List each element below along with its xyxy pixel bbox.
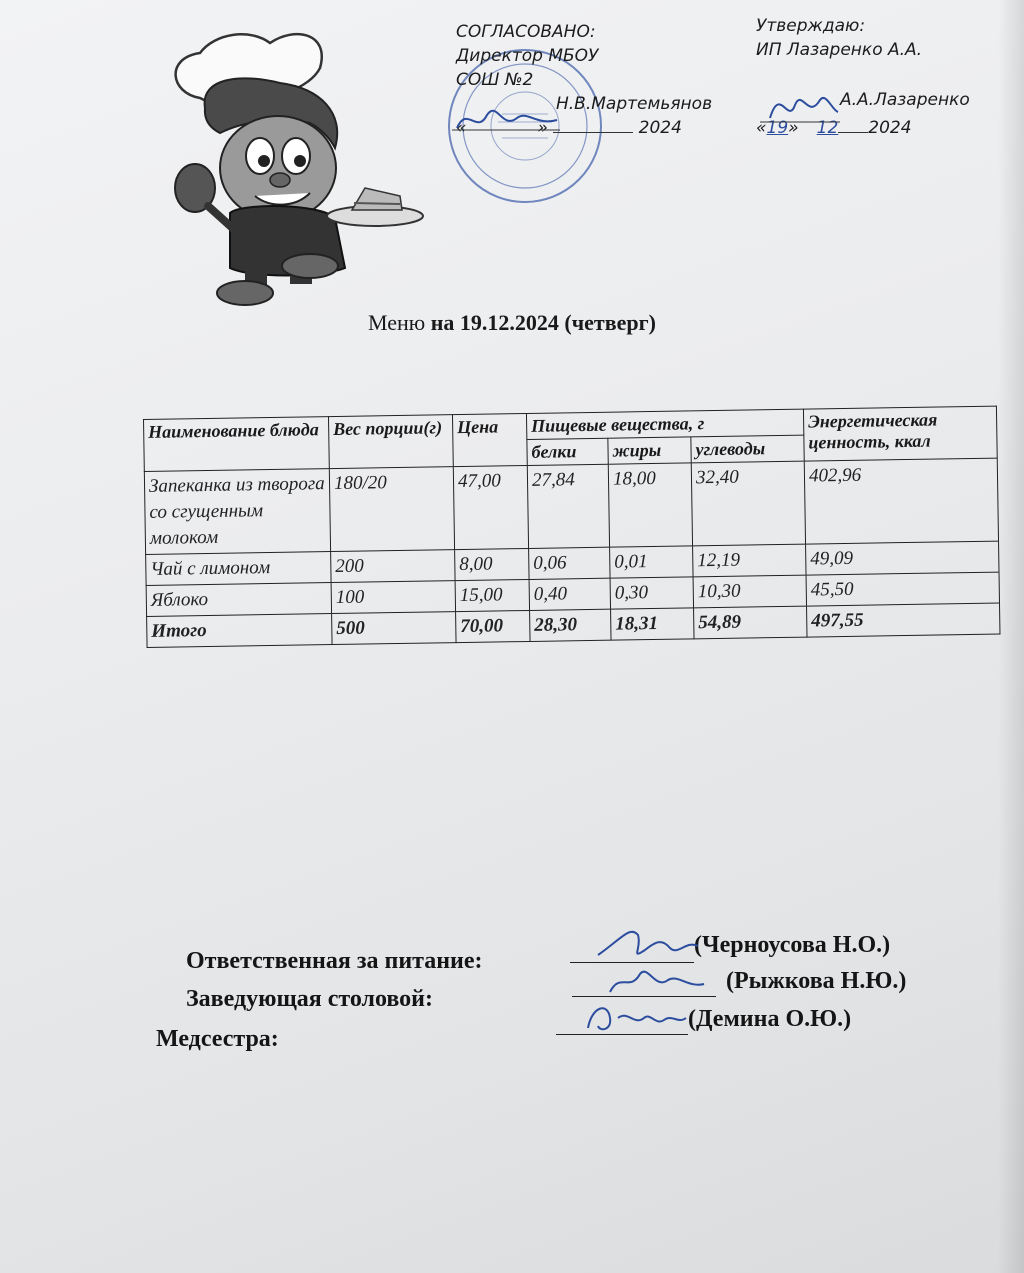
menu-title <box>368 310 656 336</box>
cell-carbs: 12,19 <box>693 544 806 577</box>
agreed-date-open: « <box>456 118 467 138</box>
cell-price: 47,00 <box>453 465 528 549</box>
approved-date-open: « <box>756 118 767 138</box>
cell-protein: 27,84 <box>527 464 609 548</box>
cell-carbs: 10,30 <box>693 575 806 608</box>
cell-energy: 45,50 <box>806 572 999 606</box>
paper-shadow-edge <box>998 0 1024 1273</box>
header-dish-name: Наименование блюда <box>144 417 330 472</box>
cell-name: Чай с лимоном <box>146 552 331 586</box>
cell-name: Яблоко <box>146 583 331 617</box>
table-row <box>144 458 998 554</box>
cell-fat: 0,30 <box>610 577 693 609</box>
header-protein: белки <box>527 438 608 465</box>
cell-energy: 402,96 <box>804 458 998 544</box>
agreed-title: СОГЛАСОВАНО: <box>456 22 596 42</box>
cell-weight: 100 <box>331 581 455 614</box>
nurse-name: (Демина О.Ю.) <box>688 1006 852 1032</box>
total-energy: 497,55 <box>807 603 1000 637</box>
total-carbs: 54,89 <box>694 606 807 639</box>
approved-date-day: 19 <box>766 118 789 138</box>
responsible-name: (Черноусова Н.О.) <box>694 932 891 958</box>
cell-weight: 180/20 <box>329 467 454 552</box>
menu-title-date: на 19.12.2024 (четверг) <box>430 310 656 335</box>
total-price: 70,00 <box>456 610 530 642</box>
menu-table <box>143 406 1000 648</box>
nurse-role: Медсестра: <box>156 1026 279 1052</box>
cell-carbs: 32,40 <box>691 461 805 546</box>
header-energy: Энергетическая ценность, ккал <box>803 406 997 461</box>
total-fat: 18,31 <box>611 608 694 640</box>
agreed-position-line2: СОШ №2 <box>456 70 534 90</box>
approved-signer-name: А.А.Лазаренко <box>840 90 970 110</box>
agreed-signer-name: Н.В.Мартемьянов <box>556 94 713 114</box>
approved-date-mid: » <box>788 118 799 138</box>
total-protein: 28,30 <box>530 609 611 641</box>
cell-energy: 49,09 <box>806 541 999 575</box>
header-price: Цена <box>452 413 527 466</box>
menu-title-label: Меню <box>368 310 426 335</box>
cell-protein: 0,40 <box>529 578 610 610</box>
canteen-signature <box>600 962 710 998</box>
cell-fat: 18,00 <box>608 463 692 547</box>
cell-price: 15,00 <box>455 579 529 611</box>
header-carbs: углеводы <box>691 435 804 463</box>
approved-title: Утверждаю: <box>756 16 866 36</box>
agreed-date-year: 2024 <box>638 118 682 138</box>
cell-protein: 0,06 <box>529 547 610 579</box>
agreed-position-line1: Директор МБОУ <box>456 46 599 66</box>
approved-date-year: 2024 <box>868 118 912 138</box>
nurse-signature <box>580 996 690 1036</box>
director-signature <box>452 100 562 140</box>
header-nutrients: Пищевые вещества, г <box>526 409 803 439</box>
cell-weight: 200 <box>331 550 455 583</box>
agreed-date-close: » <box>537 118 548 138</box>
chef-boy-illustration <box>160 28 430 313</box>
header-portion-weight: Вес порции(г) <box>328 415 453 469</box>
approved-date-month: 12 <box>816 118 839 138</box>
header-fat: жиры <box>608 437 691 464</box>
total-label: Итого <box>147 614 332 648</box>
canteen-role: Заведующая столовой: <box>186 986 433 1012</box>
owner-signature <box>760 80 840 130</box>
responsible-role: Ответственная за питание: <box>186 948 483 974</box>
cell-name: Запеканка из творога со сгущенным молоком <box>144 469 330 555</box>
responsible-signature <box>590 920 700 965</box>
total-weight: 500 <box>332 612 456 645</box>
cell-fat: 0,01 <box>610 546 693 578</box>
approved-entrepreneur: ИП Лазаренко А.А. <box>756 40 923 60</box>
canteen-name: (Рыжкова Н.Ю.) <box>726 968 907 994</box>
cell-price: 8,00 <box>455 548 529 580</box>
